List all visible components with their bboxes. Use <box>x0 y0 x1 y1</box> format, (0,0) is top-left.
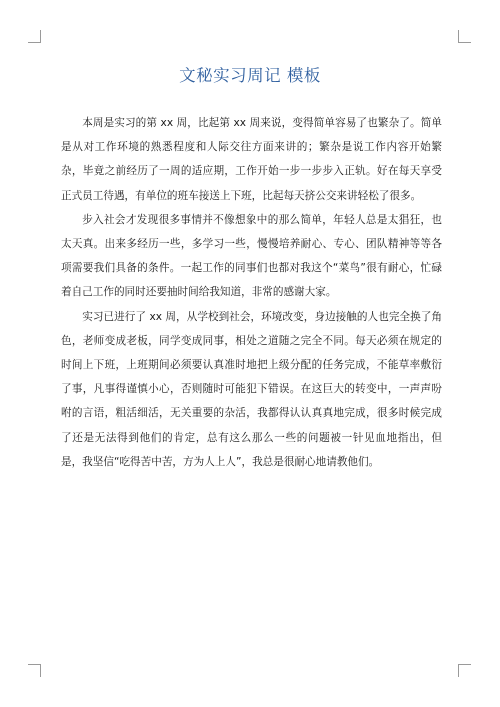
crop-mark-top-left <box>28 30 41 43</box>
crop-mark-top-right <box>458 30 471 43</box>
paragraph-1: 本周是实习的第 xx 周，比起第 xx 周来说，变得简单容易了也繁杂了。简单是从对工作环境的熟悉程度和人际交往方面来讲的；繁杂是说工作内容开始繁杂，毕竟之前经历了一周的适应期，工作开始一步一步步入正轨。好在每天享受正式员工待遇，有单位的班车接送上下班，比起每天挤公交来讲轻松了很多。 <box>61 117 442 202</box>
document-title: 文秘实习周记 模板 <box>179 66 321 85</box>
document-body <box>61 111 442 474</box>
paragraph-2: 步入社会才发现很多事情并不像想象中的那么简单，年轻人总是太猖狂，也太天真。出来多经历一些，多学习一些，慢慢培养耐心、专心、团队精神等等各项需要我们具备的条件。一起工作的同事们也都对我这个“菜鸟”很有耐心，忙碌着自己工作的同时还要抽时间给我知道，非常的感谢大家。 <box>61 213 442 299</box>
crop-mark-bottom-left <box>28 664 41 677</box>
paragraph-3: 实习已进行了 xx 周，从学校到社会，环境改变，身边接触的人也完全换了角色，老师变成老板，同学变成同事，相处之道随之完全不同。每天必须在规定的时间上下班，上班期间必须要认真准时地把上级分配的任务完成，不能草率敷衍了事，凡事得谨慎小心，否则随时可能犯下错误。在这巨大的转变中，一声声吩咐的言语，粗活细活，无关重要的杂活，我都得认认真真地完成，很多时候完成了还是无法得到他们的肯定，总有这么那么一些的问题被一针见血地指出，但是，我坚信“吃得苦中苦，方为人上人”，我总是很耐心地请教他们。 <box>61 310 442 468</box>
crop-mark-bottom-right <box>458 664 471 677</box>
